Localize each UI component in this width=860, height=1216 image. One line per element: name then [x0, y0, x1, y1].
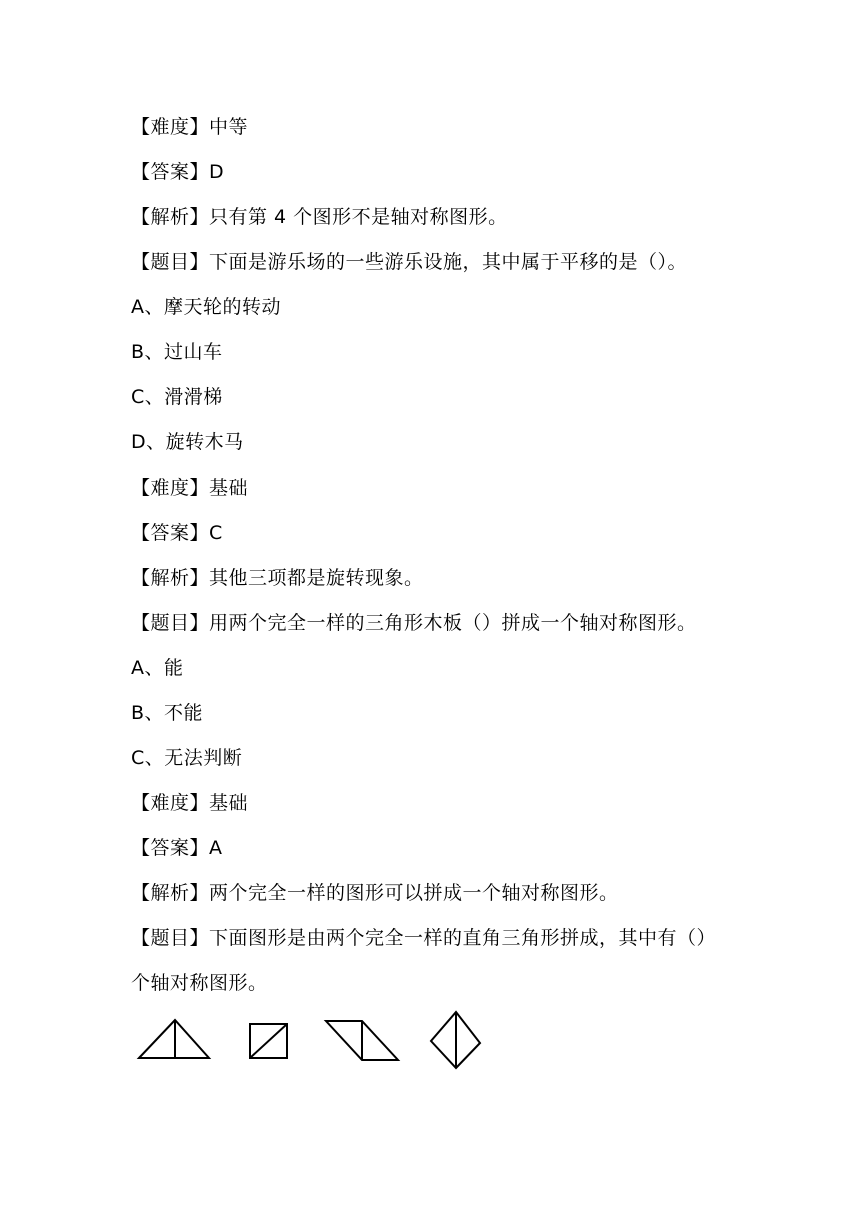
shape-figures	[130, 1010, 500, 1080]
option-a-2: A、能	[131, 657, 184, 679]
analysis-line-3: 【解析】两个完全一样的图形可以拼成一个轴对称图形。	[131, 882, 619, 904]
isosceles-triangle-split-icon	[137, 1016, 211, 1060]
option-c-1: C、滑滑梯	[131, 386, 223, 408]
parallelogram-diagonal-icon	[324, 1018, 402, 1062]
analysis-line-1: 【解析】只有第 4 个图形不是轴对称图形。	[131, 206, 508, 228]
option-b-1: B、过山车	[131, 341, 223, 363]
rhombus-diagonal-icon	[428, 1010, 484, 1072]
answer-line-2: 【答案】C	[131, 522, 223, 544]
question-line-1: 【题目】下面是游乐场的一些游乐设施，其中属于平移的是（）。	[131, 251, 688, 273]
difficulty-line-1: 【难度】中等	[131, 116, 249, 138]
question-line-2: 【题目】用两个完全一样的三角形木板（）拼成一个轴对称图形。	[131, 612, 697, 634]
square-diagonal-icon	[248, 1022, 290, 1060]
answer-line-1: 【答案】D	[131, 161, 225, 183]
option-a-1: A、摩天轮的转动	[131, 296, 281, 318]
option-d-1: D、旋转木马	[131, 431, 244, 453]
difficulty-line-2: 【难度】基础	[131, 477, 249, 499]
question-line-3-continued: 个轴对称图形。	[131, 972, 268, 994]
option-b-2: B、不能	[131, 702, 204, 724]
difficulty-line-3: 【难度】基础	[131, 792, 249, 814]
option-c-2: C、无法判断	[131, 747, 243, 769]
answer-line-3: 【答案】A	[131, 837, 223, 859]
analysis-line-2: 【解析】其他三项都是旋转现象。	[131, 567, 424, 589]
question-line-3: 【题目】下面图形是由两个完全一样的直角三角形拼成，其中有（）	[131, 927, 717, 949]
